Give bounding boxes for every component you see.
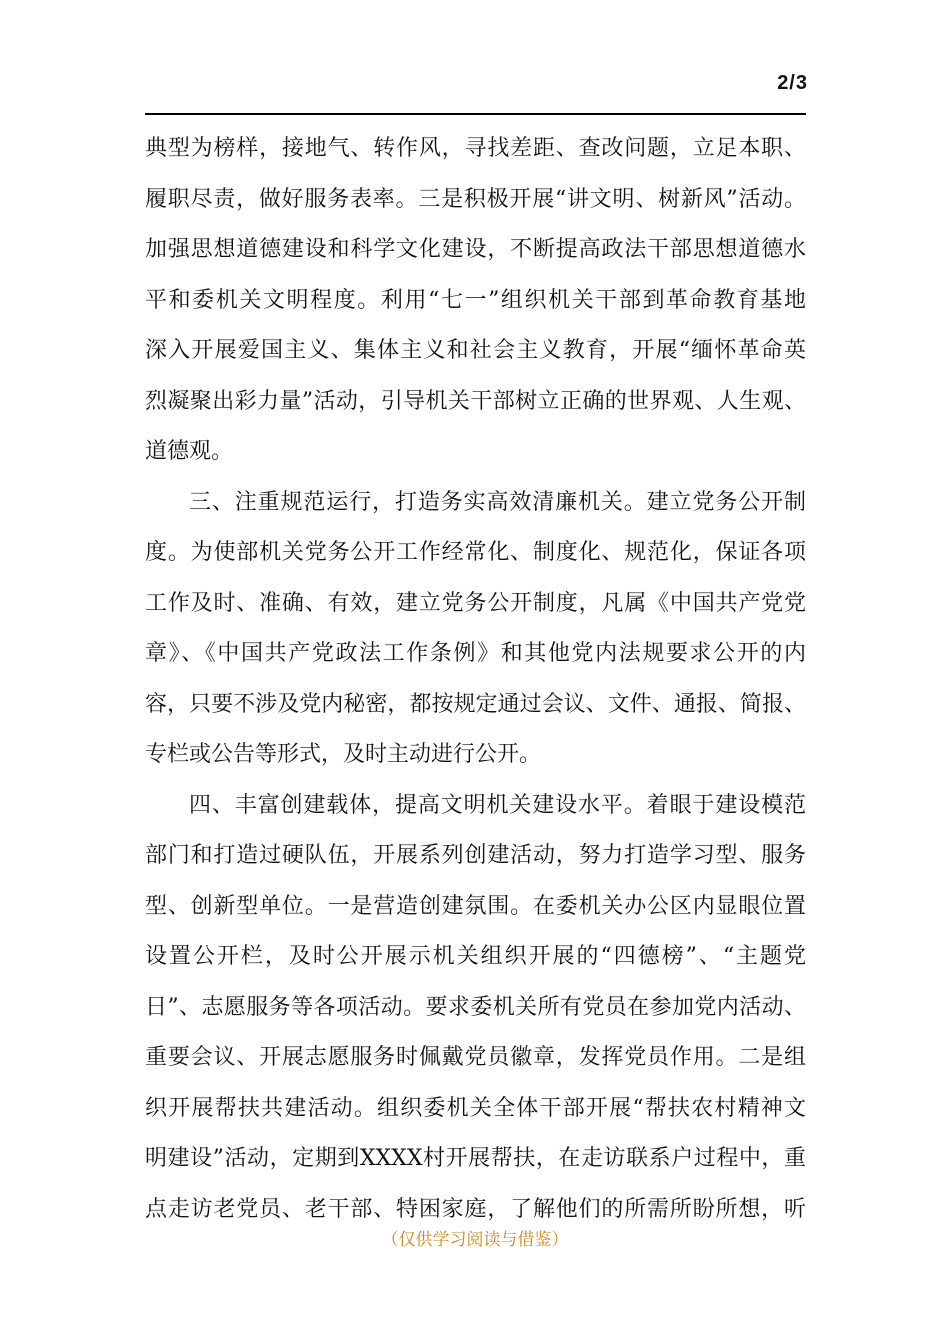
text-line: 烈凝聚出彩力量”活动，引导机关干部树立正确的世界观、人生观、 bbox=[145, 388, 806, 414]
text-line: 织开展帮扶共建活动。组织委机关全体干部开展“帮扶农村精神文 bbox=[145, 1095, 806, 1121]
text-line: 平和委机关文明程度。利用“七一”组织机关干部到革命教育基地 bbox=[145, 287, 806, 313]
text-line: 型、创新型单位。一是营造创建氛围。在委机关办公区内显眼位置 bbox=[145, 893, 806, 919]
text-line: 度。为使部机关党务公开工作经常化、制度化、规范化，保证各项 bbox=[145, 540, 806, 565]
paragraph-heading-line: 四、丰富创建载体，提高文明机关建设水平。着眼于建设模范 bbox=[189, 792, 806, 818]
text-line: 部门和打造过硬队伍，开展系列创建活动，努力打造学习型、服务 bbox=[145, 843, 806, 868]
page-number: 2/3 bbox=[777, 72, 808, 94]
document-body bbox=[145, 124, 806, 1235]
text-line: 履职尽责，做好服务表率。三是积极开展“讲文明、树新风”活动。 bbox=[145, 186, 806, 212]
text-line: 专栏或公告等形式，及时主动进行公开。 bbox=[145, 742, 542, 767]
text-line: 章》、《中国共产党政法工作条例》和其他党内法规要求公开的内 bbox=[145, 641, 806, 666]
text-line: 设置公开栏，及时公开展示机关组织开展的“四德榜”、“主题党 bbox=[145, 944, 806, 969]
text-line: 加强思想道德建设和科学文化建设，不断提高政法干部思想道德水 bbox=[145, 237, 806, 262]
text-line: 容，只要不涉及党内秘密，都按规定通过会议、文件、通报、简报、 bbox=[145, 691, 806, 717]
header-rule bbox=[145, 113, 806, 115]
text-line: 工作及时、准确、有效，建立党务公开制度，凡属《中国共产党党 bbox=[145, 590, 806, 616]
text-line: 点走访老党员、老干部、特困家庭，了解他们的所需所盼所想，听 bbox=[145, 1196, 806, 1222]
paragraph-heading-line: 三、注重规范运行，打造务实高效清廉机关。建立党务公开制 bbox=[189, 489, 806, 515]
text-line: 重要会议、开展志愿服务时佩戴党员徽章，发挥党员作用。二是组 bbox=[145, 1045, 806, 1070]
footer-note: （仅供学习阅读与借鉴） bbox=[381, 1230, 569, 1250]
text-line: 深入开展爱国主义、集体主义和社会主义教育，开展“缅怀革命英 bbox=[145, 338, 806, 363]
text-line: 日”、志愿服务等各项活动。要求委机关所有党员在参加党内活动、 bbox=[145, 994, 806, 1020]
text-line: 典型为榜样，接地气、转作风，寻找差距、查改问题，立足本职、 bbox=[145, 136, 806, 161]
text-line: 道德观。 bbox=[145, 439, 234, 464]
text-line: 明建设”活动，定期到XXXX村开展帮扶，在走访联系户过程中，重 bbox=[145, 1146, 806, 1171]
